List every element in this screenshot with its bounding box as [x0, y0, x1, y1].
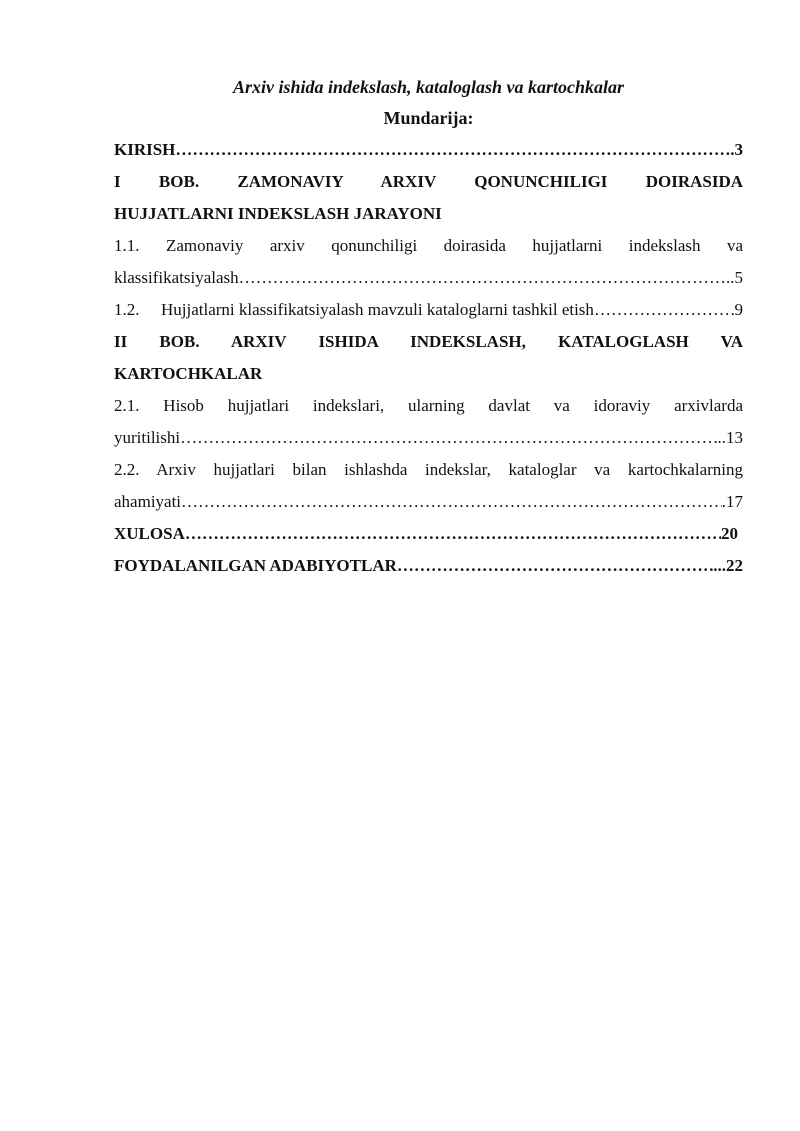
toc-entry-chapter-1 [114, 166, 743, 230]
dot-leader [181, 486, 722, 518]
toc-entry-text: KARTOCHKALAR [114, 364, 263, 383]
toc-entry-text: yuritilishi [114, 428, 181, 447]
toc-entry-text: HUJJATLARNI INDEKSLASH JARAYONI [114, 204, 442, 223]
toc-entry-section-1-2 [114, 294, 743, 326]
document-title: Arxiv ishida indekslash, kataloglash va kartochkalar [232, 77, 625, 97]
toc-entry-section-1-1 [114, 230, 743, 294]
toc-entry-leader [114, 262, 743, 294]
toc-entry-text: klassifikatsiyalash [114, 268, 239, 287]
dot-leader [180, 422, 717, 454]
toc-page-number: ..5 [726, 268, 743, 287]
dot-leader [175, 134, 730, 166]
toc-page-number: ..13 [717, 428, 743, 447]
toc-entry-text: KIRISH [114, 140, 176, 159]
toc-entry-text: 1.1. Zamonaviy arxiv qonunchiligi doirasida hujjatlarni indekslash va [114, 236, 743, 255]
toc-page-number: ...22 [713, 556, 743, 575]
toc-entry-text: 2.2. Arxiv hujjatlari bilan ishlashda indekslar, kataloglar va kartochkalarning [114, 460, 743, 479]
toc-entry-text: XULOSA [114, 524, 185, 543]
toc-page-number: .3 [730, 140, 743, 159]
toc-page-number: 9 [734, 300, 743, 319]
toc-entry-leader [114, 486, 743, 518]
toc-entry-section-2-2 [114, 454, 743, 518]
toc-heading: Mundarija: [383, 108, 474, 128]
toc-section-number: 1.2. [114, 300, 140, 319]
toc-entry-text: II BOB. ARXIV ISHIDA INDEKSLASH, KATALOGLASH VA [114, 332, 743, 351]
dot-leader [594, 294, 735, 326]
toc-entry-text: ahamiyati [114, 492, 182, 511]
toc-entry-text: I BOB. ZAMONAVIY ARXIV QONUNCHILIGI DOIRASIDA [114, 172, 743, 191]
toc-page-number: 20 [721, 524, 738, 543]
toc-entry-text: 2.1. Hisob hujjatlari indekslari, ularning davlat va idoraviy arxivlarda [114, 396, 743, 415]
toc-entry-section-2-1 [114, 390, 743, 454]
toc-entry-adabiyotlar [114, 550, 743, 582]
dot-leader [185, 518, 721, 550]
toc-entry-leader [114, 422, 743, 454]
dot-leader [239, 262, 726, 294]
toc-page-number: .17 [721, 492, 743, 511]
toc-entry-kirish [114, 134, 743, 166]
dot-leader [397, 550, 713, 582]
toc-entry-xulosa [114, 518, 743, 550]
toc-entry-chapter-2 [114, 326, 743, 390]
toc-section-title: Hujjatlarni klassifikatsiyalash mavzuli kataloglarni tashkil etish [161, 300, 594, 319]
toc-entry-text [114, 294, 594, 326]
toc-entry-text: FOYDALANILGAN ADABIYOTLAR [114, 556, 397, 575]
